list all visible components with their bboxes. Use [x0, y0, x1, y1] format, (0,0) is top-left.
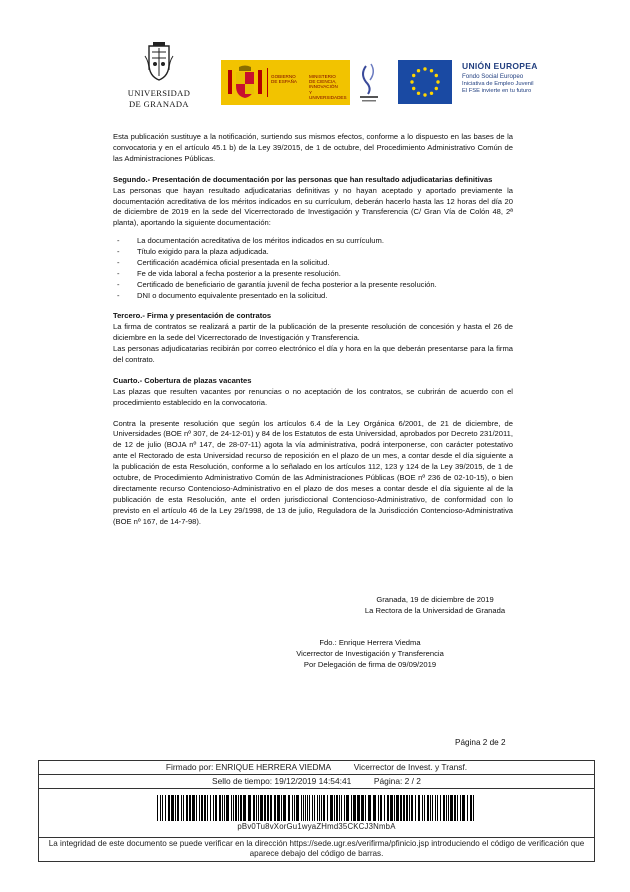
- signature-position: Vicerrector de Investigación y Transferencia: [296, 649, 444, 658]
- footer-page: Página: 2 / 2: [373, 776, 421, 786]
- signer-row: [39, 761, 594, 775]
- intro-paragraph: Esta publicación sustituye a la notificación, surtiendo sus mismos efectos, conforme a lo dispuesto en las bases de la convocatoria y en el artículo 45.1 b) de la Ley 39/2015, de 1 de octubre, del Procedimiento Administrativo Común de las Administraciones Públicas.: [113, 132, 513, 163]
- eu-fund: Fondo Social Europeo: [462, 73, 524, 80]
- eu-title: UNIÓN EUROPEA: [462, 61, 538, 71]
- segundo-heading: Segundo.- Presentación de documentación por las personas que han resultado adjudicatarias definitivas: [113, 174, 493, 184]
- signature-authority: La Rectora de la Universidad de Granada: [364, 606, 506, 615]
- signature-delegation: Por Delegación de firma de 09/09/2019: [303, 660, 437, 669]
- tercero-paragraph-2: Las personas adjudicatarias recibirán por correo electrónico el día y hora en la que deberán presentarse para la firma del contrato.: [113, 343, 513, 364]
- list-item: - Certificación académica oficial presentada en la solicitud.: [113, 257, 513, 268]
- signature-date-block: [340, 594, 530, 616]
- gobierno-logo: [221, 60, 350, 105]
- list-item: - La documentación acreditativa de los méritos indicados en su currículum.: [113, 235, 513, 246]
- ugr-crest-icon: [141, 42, 177, 82]
- list-item: - DNI o documento equivalente presentado en la solicitud.: [113, 290, 513, 301]
- footer-timestamp: Sello de tiempo: 19/12/2019 14:54:41: [212, 776, 352, 786]
- eu-slogan: El FSE invierte en tu futuro: [462, 88, 532, 94]
- list-item: - Certificado de beneficiario de garantía juvenil de fecha posterior a la presente resolución.: [113, 279, 513, 290]
- signature-signed-by: Fdo.: Enrique Herrera Viedma: [319, 638, 421, 647]
- eu-text-block: [462, 61, 602, 94]
- eu-flag-icon: [398, 60, 452, 104]
- tercero-heading: Tercero.- Firma y presentación de contratos: [113, 311, 272, 321]
- footer-signed-by: Firmado por: ENRIQUE HERRERA VIEDMA: [165, 762, 332, 772]
- list-item: - Título exigido para la plaza adjudicada.: [113, 246, 513, 257]
- page-number: Página 2 de 2: [455, 738, 506, 747]
- eu-initiative: Iniciativa de Empleo Juvenil: [462, 81, 534, 87]
- barcode-icon: [157, 795, 477, 821]
- ugr-name-line1: UNIVERSIDAD: [127, 88, 191, 98]
- tercero-paragraph-1: La firma de contratos se realizará a partir de la publicación de la presente resolución de concesión y hasta el 26 de diciembre en la sede del Vicerrectorado de Investigación y Transferencia.: [113, 322, 513, 343]
- segundo-paragraph: Las personas que hayan resultado adjudicatarias definitivas y no hayan aceptado y aportado previamente la documentación acreditativa de los méritos indicados en su currículum, deberán hacerlo hasta las 12 horas del día 20 de diciembre de 2019 en la sede del Vicerrectorado de Investigación y Transferencia (C/ Gran Vía de Colón 48, 2ª planta), aportando la siguiente documentación:: [113, 185, 513, 228]
- gov-divider: [267, 68, 268, 97]
- ugr-logo: [118, 42, 200, 108]
- verification-code: pBv0Tu8vXorGu1wyaZHmd35CKCJ3NmbA: [237, 822, 396, 831]
- digital-signature-footer: [38, 760, 595, 862]
- spain-shield-icon: [225, 64, 265, 101]
- list-item: - Fe de vida laboral a fecha posterior a la presente resolución.: [113, 268, 513, 279]
- signature-date: Granada, 19 de diciembre de 2019: [376, 595, 494, 604]
- recurso-paragraph: Contra la presente resolución que según los artículos 6.4 de la Ley Orgánica 6/2001, de 21 de diciembre, de Universidades (BOE nº 307, de 24-12-01) y 84 de los Estatutos de esta Universidad, aprobados por Decreto 231/2011, de 12 de julio (BOJA nº 147, de 28-07-11) agota la vía administrativa, podrá interponerse, con carácter potestativo ante el Rectorado de esta Universidad recurso de reposición en el plazo de un mes, a contar desde el día siguiente a la publicación de esta Resolución, conforme a lo señalado en los artículos 112, 123 y 124 de la Ley 39/2015, de 1 de octubre, de Procedimiento Administrativo Común de las Administraciones Públicas (BOE nº 236 de 02-10-15), o bien directamente recurso Contencioso-Administrativo en el plazo de dos meses a contar desde el día siguiente al de la publicación de esta Resolución, ante el orden jurisdiccional Contencioso-Administrativo, de conformidad con lo previsto en el artículo 46 de la Ley 29/1998, de 13 de julio, Reguladora de la Jurisdicción Contencioso-Administrativa (BOE nº 167, de 14-7-98).: [113, 418, 513, 526]
- signature-signer-block: [265, 637, 475, 670]
- gov-label: GOBIERNO DE ESPAÑA: [271, 74, 297, 85]
- timestamp-row: [39, 775, 594, 789]
- footer-signer-role: Vicerrector de Invest. y Transf.: [353, 762, 468, 772]
- documentation-list: [113, 235, 513, 301]
- cuarto-heading: Cuarto.- Cobertura de plazas vacantes: [113, 375, 252, 385]
- document-body: [113, 132, 513, 528]
- verification-notice: La integridad de este documento se puede verificar en la dirección https://sede.ugr.es/verifirma/pfinicio.jsp introduciendo el código de verificación que aparece debajo del código de barras.: [39, 837, 594, 861]
- barcode-area: [39, 789, 594, 837]
- ugr-name-line2: DE GRANADA: [129, 99, 189, 109]
- quality-seal-icon: [358, 60, 380, 105]
- ministry-label: MINISTERIO DE CIENCIA, INNOVACIÓN Y UNIVERSIDADES: [309, 74, 347, 100]
- cuarto-paragraph: Las plazas que resulten vacantes por renuncias o no aceptación de los contratos, se cubrirán de acuerdo con el procedimiento establecido en la convocatoria.: [113, 386, 513, 407]
